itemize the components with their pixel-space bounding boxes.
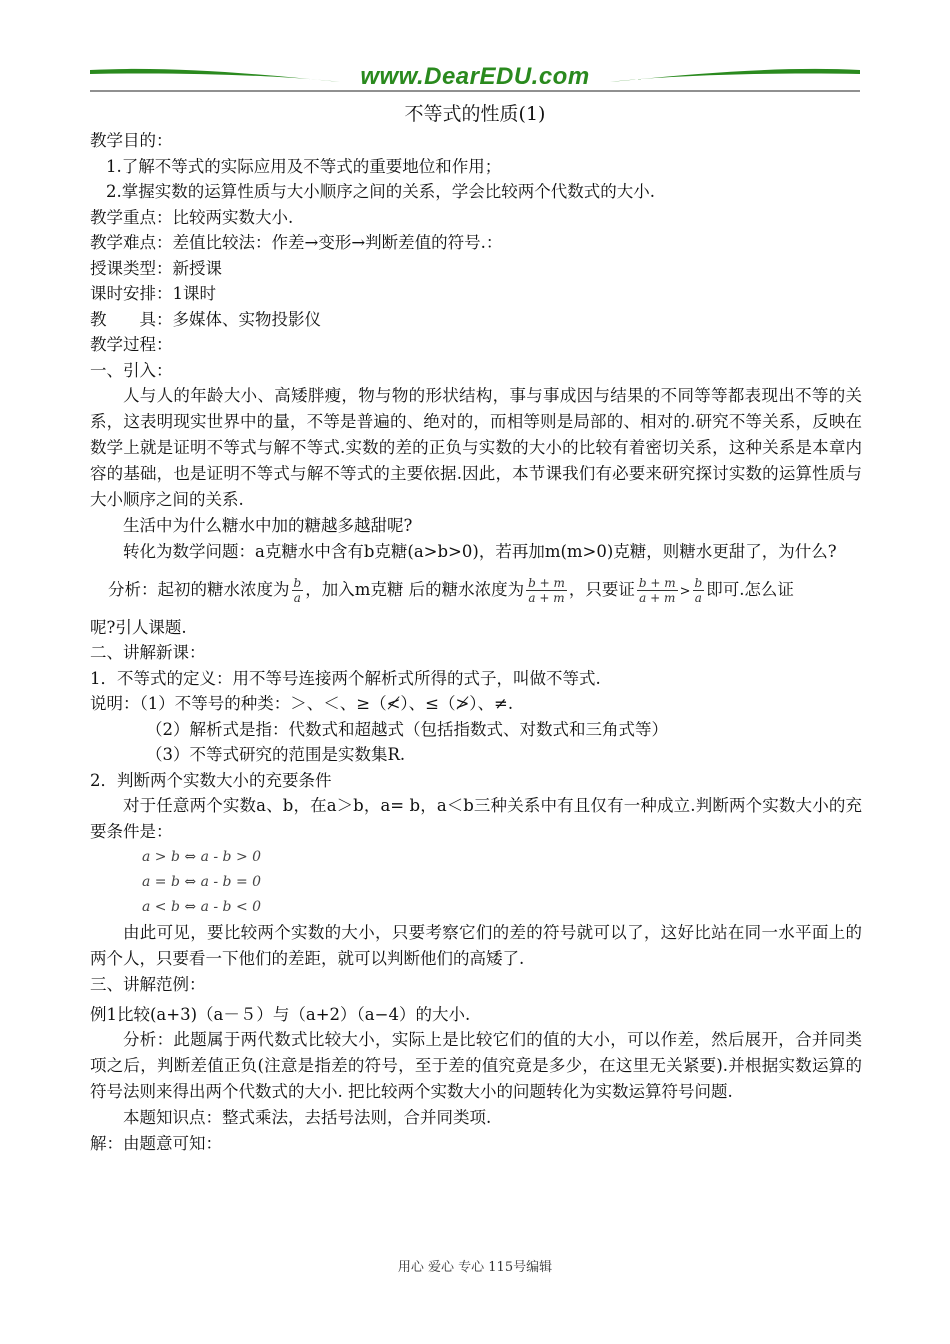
section-1-heading: 一、引入： xyxy=(90,360,173,380)
logo-text: www.DearEDU.com xyxy=(360,63,590,90)
sugar-question: 生活中为什么糖水中加的糖越多越甜呢? xyxy=(123,516,413,535)
lesson-type: 授课类型：新授课 xyxy=(90,258,222,278)
goal-item-1: 1.了解不等式的实际应用及不等式的重要地位和作用； xyxy=(106,156,502,176)
formula-equal: a = b ⇔ a - b = 0 xyxy=(142,874,262,890)
fraction-bm-over-am: $\frac{b + m}{a + m}$ xyxy=(528,575,565,605)
page-footer: 用心 爱心 专心 115号编辑 xyxy=(397,1260,553,1275)
header-logo xyxy=(90,60,860,94)
teaching-tools: 教 具：多媒体、实物投影仪 xyxy=(90,309,321,329)
example-1: 例1比较(a+3)（a－５）与（a+2）（a−4）的大小. xyxy=(90,1004,471,1024)
note-2: （2）解析式是指：代数式和超越式（包括指数式、对数式和三角式等） xyxy=(146,719,668,739)
analysis-text-4: 即可.怎么证 xyxy=(706,579,794,599)
analysis-text-2: ，加入m克糖 后的糖水浓度为 xyxy=(305,579,525,599)
formula-less: a < b ⇔ a - b < 0 xyxy=(142,899,262,915)
compare-operator: > xyxy=(679,583,691,599)
analysis-text-1: 分析：起初的糖水浓度为 xyxy=(108,579,290,599)
difficulty: 教学难点：差值比较法：作差→变形→判断差值的符号.： xyxy=(90,233,503,252)
formula-greater: a > b ⇔ a - b > 0 xyxy=(142,849,262,865)
example-analysis-paragraph: 分析：此题属于两代数式比较大小，实际上是比较它们的值的大小，可以作差，然后展开，合并同类项之后，判断差值正负(注意是指差的符号，至于差的值究竟是多少，在这里无关紧要).并根据实数运算的符号法则来得出两个代数式的大小. 把比较两个实数大小的问题转化为实数运算符号问题. xyxy=(90,1030,862,1101)
fraction-b-over-a-2: $\frac{b}{a}$ xyxy=(694,575,703,605)
header-rule xyxy=(0,90,950,94)
solution-start: 解：由题意可知： xyxy=(90,1133,222,1153)
condition-heading: 2．判断两个实数大小的充要条件 xyxy=(90,770,332,790)
schedule: 课时安排：1课时 xyxy=(90,284,216,303)
fraction-b-over-a: $\frac{b}{a}$ xyxy=(293,575,302,605)
knowledge-points: 本题知识点：整式乘法，去括号法则，合并同类项. xyxy=(123,1108,492,1127)
conclusion-paragraph: 由此可见，要比较两个实数的大小，只要考察它们的差的符号就可以了，这好比站在同一水平面上的两个人，只要看一下他们的差距，就可以判断他们的高矮了. xyxy=(90,923,862,968)
section-2-heading: 二、讲解新课： xyxy=(90,643,206,662)
analysis-end: 呢?引人课题. xyxy=(90,617,187,637)
goal-heading: 教学目的： xyxy=(90,131,173,150)
note-3: （3）不等式研究的范围是实数集R. xyxy=(146,745,406,764)
condition-paragraph: 对于任意两个实数a、b，在a＞b，a= b，a＜b三种关系中有且仅有一种成立.判断两个实数大小的充要条件是： xyxy=(90,796,862,841)
process-heading: 教学过程： xyxy=(90,335,173,354)
fraction-bm-over-am-2: $\frac{b + m}{a + m}$ xyxy=(638,575,676,605)
definition-1: 1．不等式的定义：用不等号连接两个解析式所得的式子，叫做不等式. xyxy=(90,668,601,688)
analysis-text-3: ，只要证 xyxy=(568,579,635,599)
note-1: 说明：（1）不等号的种类：＞、＜、≥（≮）、≤（≯）、≠. xyxy=(90,694,514,713)
section-3-heading: 三、讲解范例： xyxy=(90,975,206,994)
document-body xyxy=(90,128,862,1156)
page-title: 不等式的性质(1) xyxy=(404,103,546,125)
intro-paragraph: 人与人的年龄大小、高矮胖瘦，物与物的形状结构，事与事成因与结果的不同等等都表现出不等的关系，这表明现实世界中的量，不等是普遍的、绝对的，而相等则是局部的、相对的.研究不等关系，反映在数学上就是证明不等式与解不等式.实数的差的正负与实数的大小的比较有着密切关系，这种关系是本章内容的基础，也是证明不等式与解不等式的主要依据.因此，本节课我们有必要来研究探讨实数的运算性质与大小顺序之间的关系. xyxy=(90,386,862,509)
convert-paragraph: 转化为数学问题：a克糖水中含有b克糖(a>b>0)，若再加m(m>0)克糖，则糖水更甜了，为什么? xyxy=(123,541,837,561)
analysis-line xyxy=(90,565,862,615)
key-point: 教学重点：比较两实数大小. xyxy=(90,207,294,227)
goal-item-2: 2.掌握实数的运算性质与大小顺序之间的关系，学会比较两个代数式的大小. xyxy=(106,182,655,201)
